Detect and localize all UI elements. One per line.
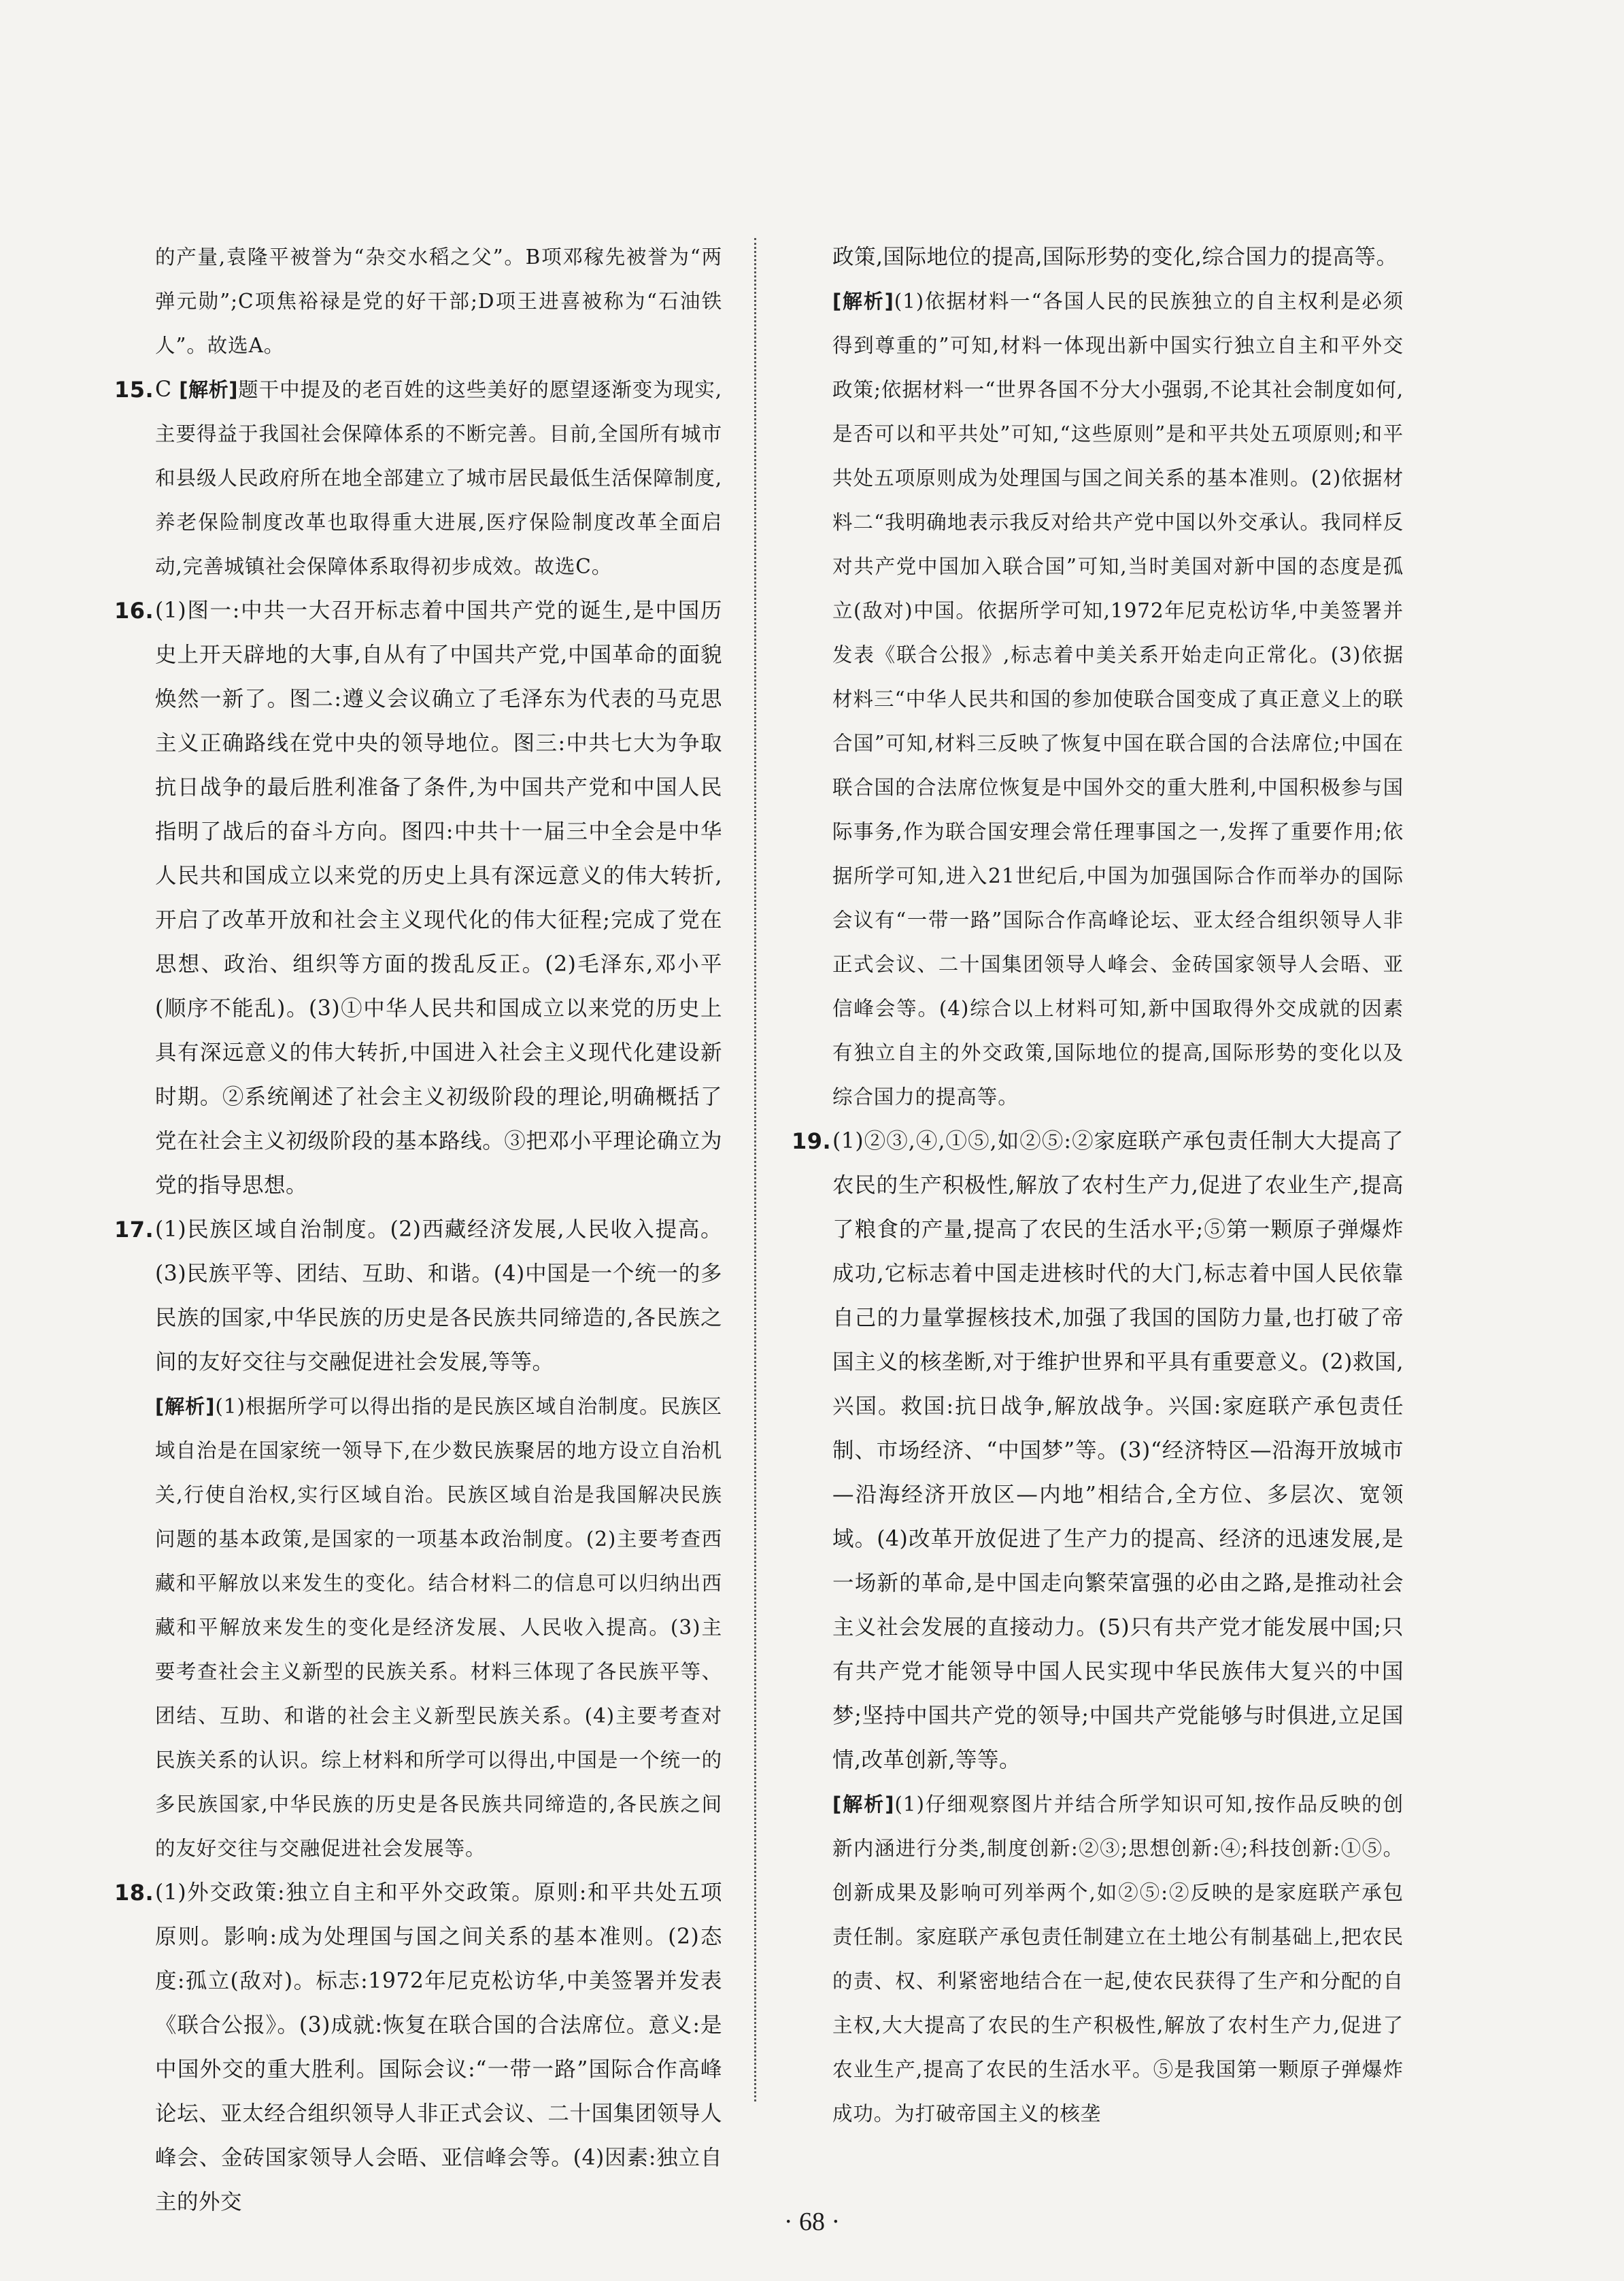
- q19-number: 19.: [792, 1128, 832, 1154]
- q18-analysis-text: (1)依据材料一“各国人民的民族独立的自主权利是必须得到尊重的”可知,材料一体现出新中国实行独立自主和平外交政策;依据材料一“世界各国不分大小强弱,不论其社会制度如何,是否可以和平共处”可知,“这些原则”是和平共处五项原则;和平共处五项原则成为处理国与国之间关系的基本准则。(2)依据材料二“我明确地表示我反对给共产党中国以外交承认。我同样反对共产党中国加入联合国”可知,当时美国对新中国的态度是孤立(敌对)中国。依据所学可知,1972年尼克松访华,中美签署并发表《联合公报》,标志着中美关系开始走向正常化。(3)依据材料三“中华人民共和国的参加使联合国变成了真正意义上的联合国”可知,材料三反映了恢复中国在联合国的合法席位;中国在联合国的合法席位恢复是中国外交的重大胜利,中国积极参与国际事务,作为联合国安理会常任理事国之一,发挥了重要作用;依据所学可知,进入21世纪后,中国为加强国际合作而举办的国际会议有“一带一路”国际合作高峰论坛、亚太经合组织领导人非正式会议、二十国集团领导人峰会、金砖国家领导人会晤、亚信峰会等。(4)综合以上材料可知,新中国取得外交成就的因素有独立自主的外交政策,国际地位的提高,国际形势的变化以及综合国力的提高等。: [832, 290, 1404, 1109]
- q19-analysis-tag: [解析]: [832, 1793, 895, 1816]
- q18-analysis: [792, 280, 1404, 1119]
- q17-analysis: [114, 1385, 722, 1871]
- q18-answer-text: (1)外交政策:独立自主和平外交政策。原则:和平共处五项原则。影响:成为处理国与国之间关系的基本准则。(2)态度:孤立(敌对)。标志:1972年尼克松访华,中美签署并发表《联合公报》。(3)成就:恢复在联合国的合法席位。意义:是中国外交的重大胜利。国际会议:“一带一路”国际合作高峰论坛、亚太经合组织领导人非正式会议、二十国集团领导人峰会、金砖国家领导人会晤、亚信峰会等。(4)因素:独立自主的外交: [155, 1880, 723, 2214]
- q15-number: 15.: [114, 377, 154, 403]
- q17-number: 17.: [114, 1217, 154, 1243]
- question-15: [114, 368, 722, 589]
- question-17: [114, 1208, 722, 1385]
- q18-answer-continuation: 政策,国际地位的提高,国际形势的变化,综合国力的提高等。: [832, 245, 1398, 269]
- q18-number: 18.: [114, 1880, 154, 1906]
- q15-answer: C: [155, 377, 172, 402]
- right-column: [792, 235, 1404, 2136]
- question-16: [114, 589, 722, 1208]
- question-18-continuation: [792, 235, 1404, 280]
- q18-analysis-tag: [解析]: [832, 290, 894, 313]
- q16-number: 16.: [114, 598, 154, 624]
- q15-analysis-tag: [解析]: [179, 378, 239, 401]
- question-18: [114, 1871, 722, 2225]
- question-14-continuation: [114, 235, 722, 368]
- left-column: [114, 235, 722, 2225]
- q19-answer-text: (1)②③,④,①⑤,如②⑤:②家庭联产承包责任制大大提高了农民的生产积极性,解放了农村生产力,促进了农业生产,提高了粮食的产量,提高了农民的生活水平;⑤第一颗原子弹爆炸成功,它标志着中国走进核时代的大门,标志着中国人民依靠自己的力量掌握核技术,加强了我国的国防力量,也打破了帝国主义的核垄断,对于维护世界和平具有重要意义。(2)救国,兴国。救国:抗日战争,解放战争。兴国:家庭联产承包责任制、市场经济、“中国梦”等。(3)“经济特区—沿海开放城市—沿海经济开放区—内地”相结合,全方位、多层次、宽领域。(4)改革开放促进了生产力的提高、经济的迅速发展,是一场新的革命,是中国走向繁荣富强的必由之路,是推动社会主义社会发展的直接动力。(5)只有共产党才能发展中国;只有共产党才能领导中国人民实现中华民族伟大复兴的中国梦;坚持中国共产党的领导;中国共产党能够与时俱进,立足国情,改革创新,等等。: [832, 1129, 1404, 1772]
- q17-analysis-tag: [解析]: [155, 1395, 216, 1418]
- q19-analysis-text: (1)仔细观察图片并结合所学知识可知,按作品反映的创新内涵进行分类,制度创新:②③;思想创新:④;科技创新:①⑤。创新成果及影响可列举两个,如②⑤:②反映的是家庭联产承包责任制。家庭联产承包责任制建立在土地公有制基础上,把农民的责、权、利紧密地结合在一起,使农民获得了生产和分配的自主权,大大提高了农民的生产积极性,解放了农村生产力,促进了农业生产,提高了农民的生活水平。⑤是我国第一颗原子弹爆炸成功。为打破帝国主义的核垄: [832, 1793, 1404, 2125]
- q17-analysis-text: (1)根据所学可以得出指的是民族区域自治制度。民族区域自治是在国家统一领导下,在少数民族聚居的地方设立自治机关,行使自治权,实行区域自治。民族区域自治是我国解决民族问题的基本政策,是国家的一项基本政治制度。(2)主要考查西藏和平解放以来发生的变化。结合材料二的信息可以归纳出西藏和平解放来发生的变化是经济发展、人民收入提高。(3)主要考查社会主义新型的民族关系。材料三体现了各民族平等、团结、互助、和谐的社会主义新型民族关系。(4)主要考查对民族关系的认识。综上材料和所学可以得出,中国是一个统一的多民族国家,中华民族的历史是各民族共同缔造的,各民族之间的友好交往与交融促进社会发展等。: [155, 1395, 723, 1860]
- q14-analysis-text: 的产量,袁隆平被誉为“杂交水稻之父”。B项邓稼先被誉为“两弹元勋”;C项焦裕禄是党的好干部;D项王进喜被称为“石油铁人”。故选A。: [155, 246, 722, 357]
- question-19: [792, 1119, 1404, 1782]
- q17-answer-text: (1)民族区域自治制度。(2)西藏经济发展,人民收入提高。(3)民族平等、团结、互助、和谐。(4)中国是一个统一的多民族的国家,中华民族的历史是各民族共同缔造的,各民族之间的友好交往与交融促进社会发展,等等。: [155, 1217, 722, 1374]
- q16-answer-text: (1)图一:中共一大召开标志着中国共产党的诞生,是中国历史上开天辟地的大事,自从有了中国共产党,中国革命的面貌焕然一新了。图二:遵义会议确立了毛泽东为代表的马克思主义正确路线在党中央的领导地位。图三:中共七大为争取抗日战争的最后胜利准备了条件,为中国共产党和中国人民指明了战后的奋斗方向。图四:中共十一届三中全会是中华人民共和国成立以来党的历史上具有深远意义的伟大转折,开启了改革开放和社会主义现代化的伟大征程;完成了党在思想、政治、组织等方面的拨乱反正。(2)毛泽东,邓小平(顺序不能乱)。(3)①中华人民共和国成立以来党的历史上具有深远意义的伟大转折,中国进入社会主义现代化建设新时期。②系统阐述了社会主义初级阶段的理论,明确概括了党在社会主义初级阶段的基本路线。③把邓小平理论确立为党的指导思想。: [155, 598, 722, 1198]
- q15-analysis-text: 题干中提及的老百姓的这些美好的愿望逐渐变为现实,主要得益于我国社会保障体系的不断完善。目前,全国所有城市和县级人民政府所在地全部建立了城市居民最低生活保障制度,养老保险制度改革也取得重大进展,医疗保险制度改革全面启动,完善城镇社会保障体系取得初步成效。故选C。: [155, 378, 723, 578]
- page-number: · 68 ·: [783, 2208, 841, 2236]
- column-divider: [754, 238, 756, 2101]
- q19-analysis: [792, 1782, 1404, 2136]
